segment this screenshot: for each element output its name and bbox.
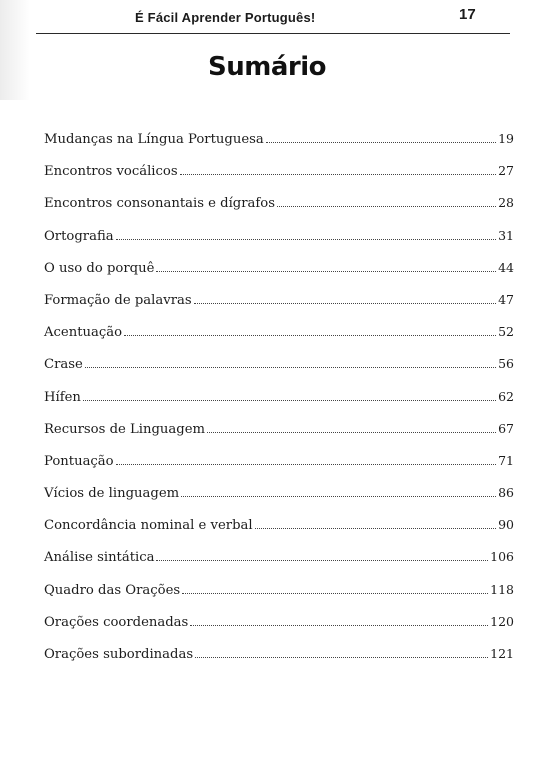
dot-leader xyxy=(156,560,488,561)
toc-entry xyxy=(44,646,514,678)
dot-leader xyxy=(116,239,496,240)
dot-leader xyxy=(116,464,496,465)
toc-entry-label: Orações subordinadas xyxy=(44,647,194,662)
toc-entry-label: Formação de palavras xyxy=(44,292,192,308)
toc-entry-page: 71 xyxy=(498,452,514,468)
dot-leader xyxy=(277,206,496,207)
dot-leader xyxy=(180,174,496,175)
toc-entry-label: Encontros consonantais e dígrafos xyxy=(44,196,276,212)
toc-entry-page: 27 xyxy=(498,163,514,179)
dot-leader xyxy=(181,496,496,497)
toc-entry-label: Mudanças na Língua Portuguesa xyxy=(44,132,264,147)
toc-entry-page: 19 xyxy=(498,131,514,146)
dot-leader xyxy=(85,367,496,368)
toc-entry xyxy=(44,389,514,421)
dot-leader xyxy=(266,142,496,143)
toc-entry-page: 44 xyxy=(498,259,514,275)
dot-leader xyxy=(182,593,488,594)
toc-entry xyxy=(44,453,514,485)
running-head: É Fácil Aprender Português! xyxy=(135,10,316,25)
toc-entry-label: Quadro das Orações xyxy=(44,582,181,598)
toc-entry-label: Pontuação xyxy=(44,453,114,469)
toc-entry-label: Recursos de Linguagem xyxy=(44,421,206,437)
dot-leader xyxy=(124,335,496,336)
toc-entry-page: 62 xyxy=(498,388,514,404)
toc-entry xyxy=(44,163,514,195)
toc-entry-label: Ortografia xyxy=(44,228,114,244)
toc-entry-label: Orações coordenadas xyxy=(44,614,189,630)
toc-entry xyxy=(44,228,514,260)
page-number: 17 xyxy=(459,6,476,23)
toc-entry xyxy=(44,549,514,581)
toc-entry xyxy=(44,131,514,163)
toc-entry-page: 67 xyxy=(498,420,514,436)
toc-entry-label: Concordância nominal e verbal xyxy=(44,518,253,534)
toc-entry-page: 56 xyxy=(498,356,514,372)
toc-entry-label: O uso do porquê xyxy=(44,260,155,276)
toc-entry-label: Acentuação xyxy=(44,325,123,341)
toc-entry-label: Hífen xyxy=(44,389,81,405)
dot-leader xyxy=(207,432,496,433)
dot-leader xyxy=(83,400,496,401)
toc-entry-page: 86 xyxy=(498,485,514,501)
toc-entry xyxy=(44,485,514,517)
dot-leader xyxy=(255,528,496,529)
toc-entry xyxy=(44,614,514,646)
toc-entry-page: 47 xyxy=(498,291,514,307)
toc-entry xyxy=(44,292,514,324)
toc-entry xyxy=(44,195,514,227)
dot-leader xyxy=(156,271,496,272)
toc-entry xyxy=(44,356,514,388)
toc-entry-page: 31 xyxy=(498,227,514,243)
toc-entry-page: 121 xyxy=(490,646,514,661)
toc-entry-page: 52 xyxy=(498,324,514,340)
toc-entry xyxy=(44,582,514,614)
toc-entry-label: Crase xyxy=(44,357,83,373)
toc-entry-label: Encontros vocálicos xyxy=(44,164,178,180)
toc-title: Sumário xyxy=(208,52,326,82)
toc-entry xyxy=(44,260,514,292)
header-rule xyxy=(36,33,510,34)
toc-entry-page: 118 xyxy=(490,581,514,597)
toc-entry-page: 120 xyxy=(490,613,514,629)
toc-entry xyxy=(44,517,514,549)
toc-entry-page: 28 xyxy=(498,195,514,211)
toc-entry xyxy=(44,421,514,453)
dot-leader xyxy=(190,625,488,626)
scan-shadow xyxy=(0,0,30,100)
toc-entry-page: 90 xyxy=(498,517,514,533)
toc-entry xyxy=(44,324,514,356)
dot-leader xyxy=(195,657,488,658)
toc-entry-page: 106 xyxy=(490,549,514,565)
toc-entry-label: Vícios de linguagem xyxy=(44,486,180,502)
table-of-contents xyxy=(44,131,514,678)
dot-leader xyxy=(194,303,496,304)
toc-entry-label: Análise sintática xyxy=(44,550,155,566)
